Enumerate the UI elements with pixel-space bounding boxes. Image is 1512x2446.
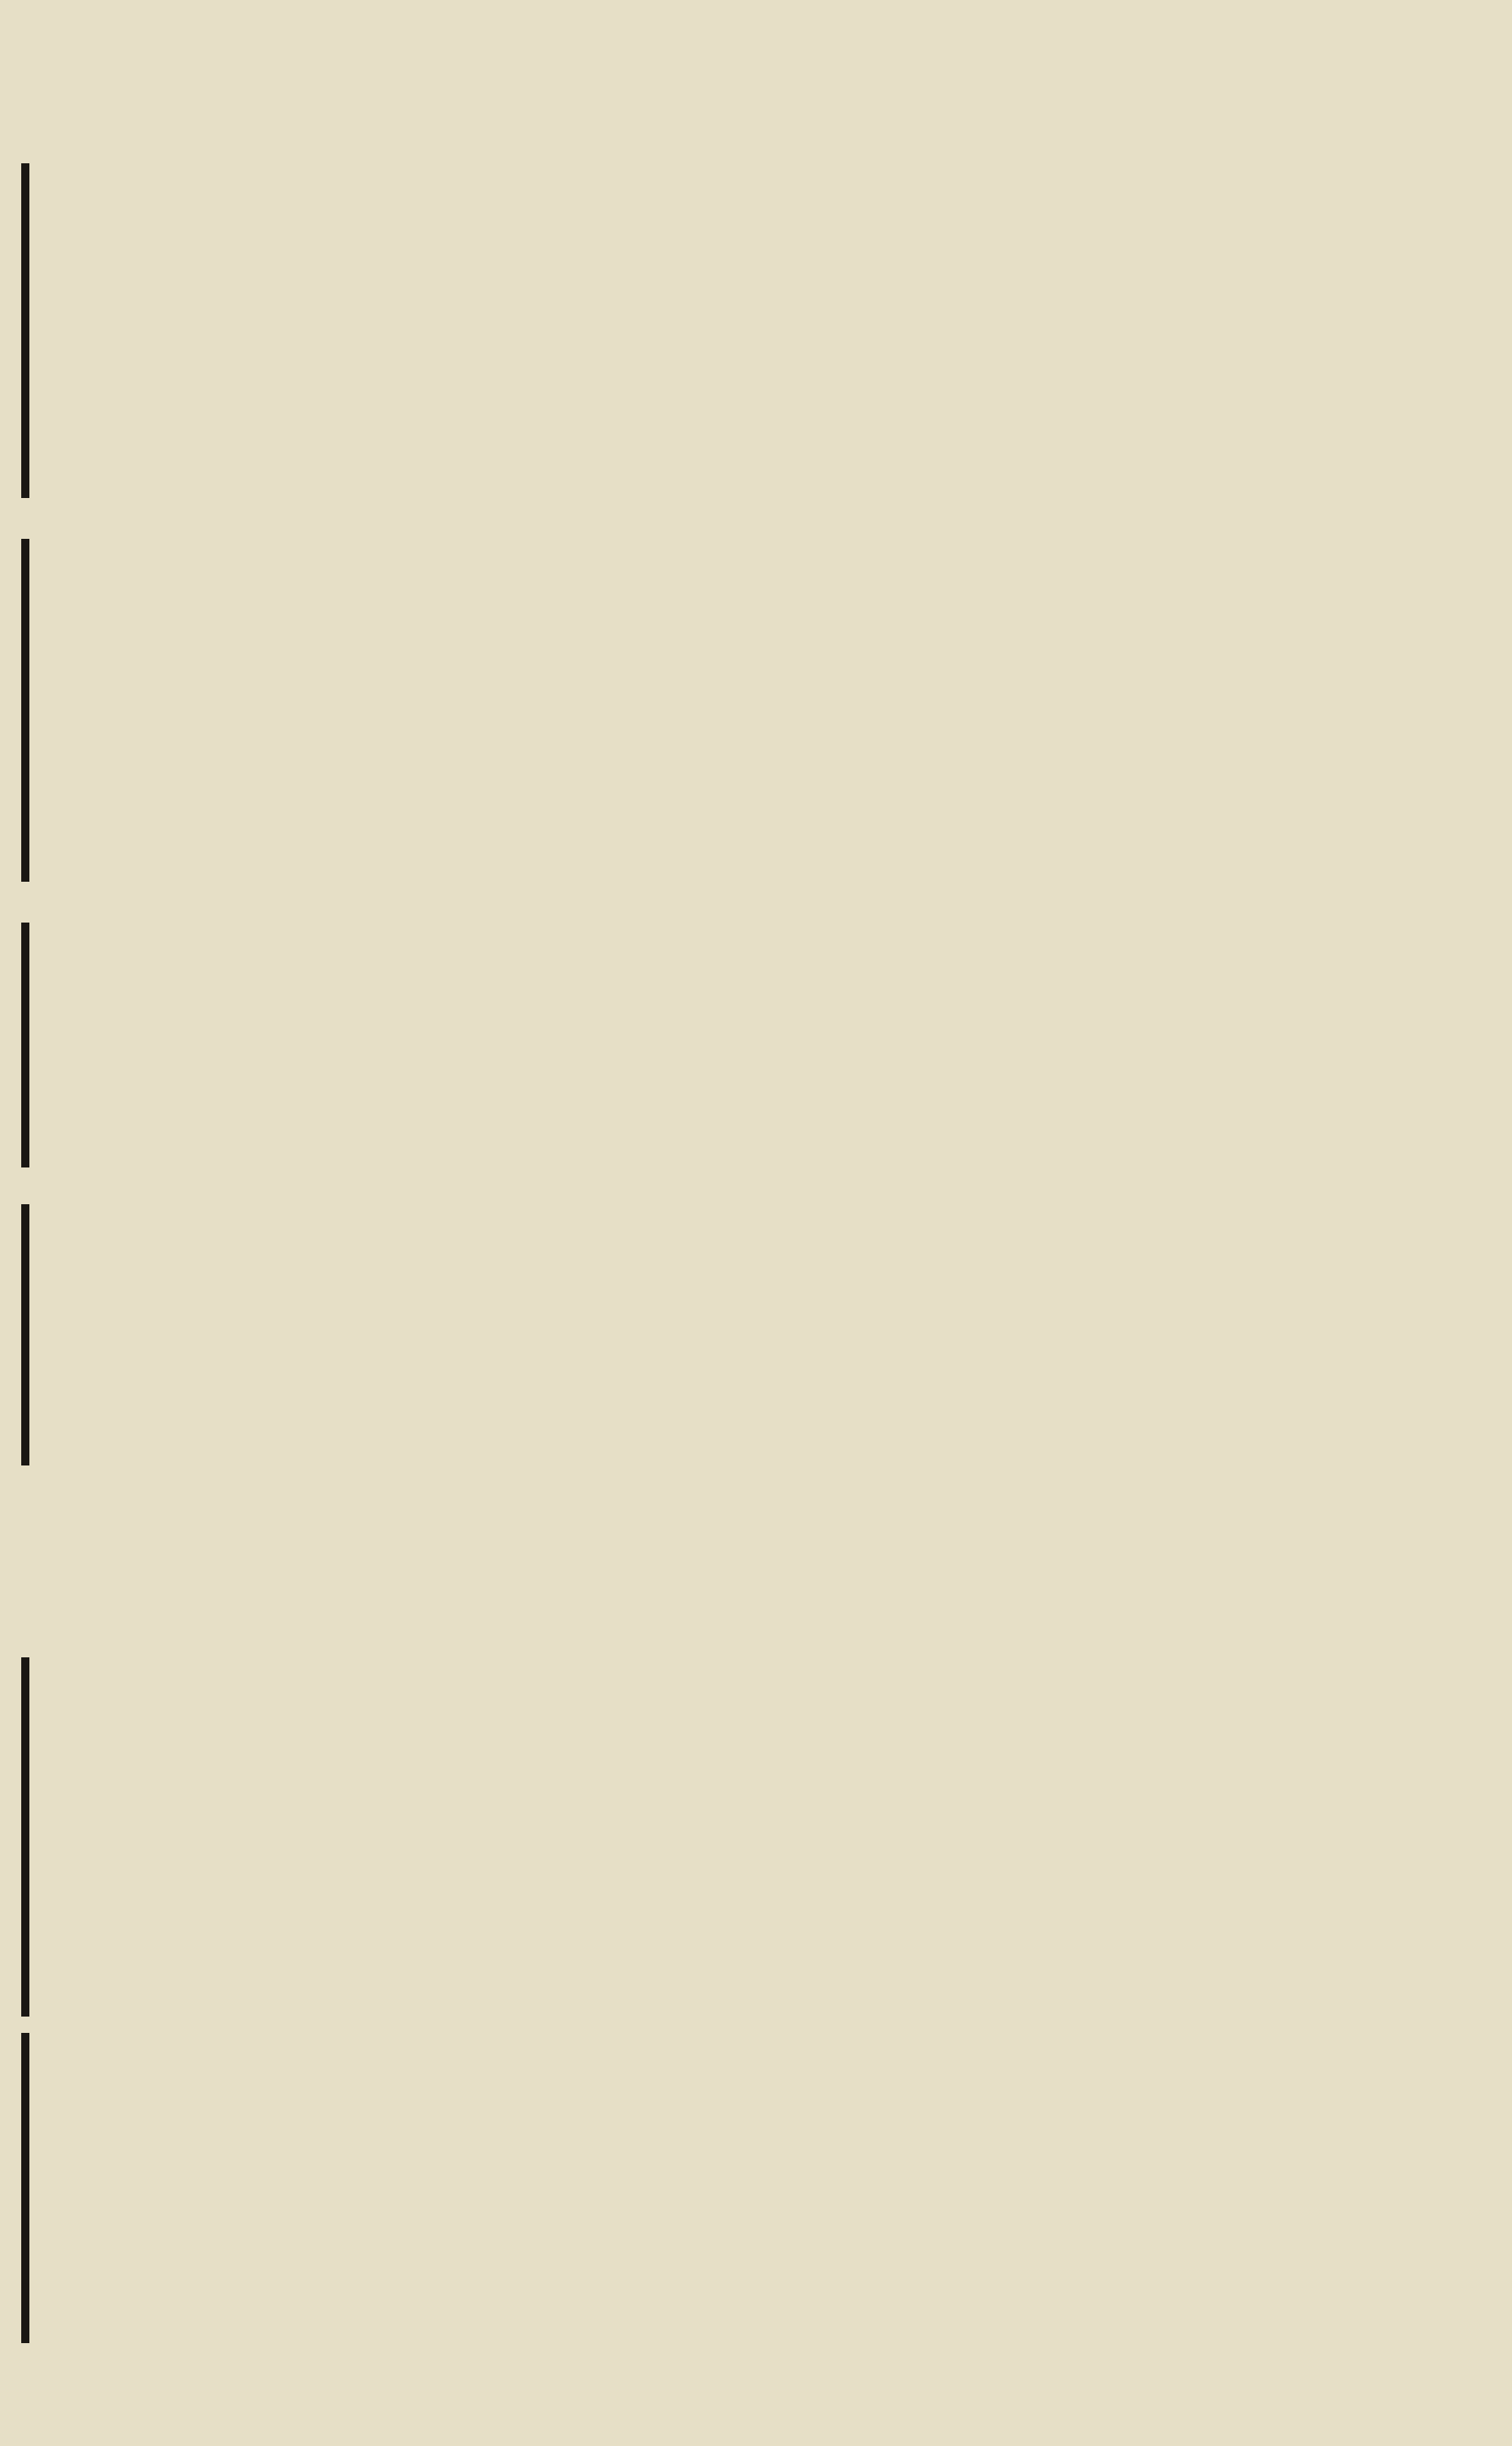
system-bracket [21, 1204, 29, 1465]
system-bracket [21, 2033, 29, 2343]
treble-staff [36, 2044, 1378, 2103]
system-bracket [21, 539, 29, 882]
system-bracket [21, 163, 29, 498]
music-system [21, 163, 1378, 498]
hymn-194-credits [0, 119, 1512, 152]
system-bracket [21, 923, 29, 1167]
system-bracket [21, 1657, 29, 2017]
music-system [21, 539, 1378, 882]
treble-staff [36, 1667, 1378, 1726]
bass-staff [36, 2253, 1378, 2312]
bass-staff [36, 425, 1378, 483]
music-system [21, 1204, 1378, 1465]
bass-staff [36, 808, 1378, 867]
hymn-195-credits [0, 1608, 1512, 1641]
treble-staff [36, 176, 1378, 235]
hymn-195-header [0, 1535, 1512, 1608]
music-system [21, 1657, 1378, 2017]
treble-staff [36, 1237, 1378, 1296]
hymn-194-header [0, 52, 1512, 126]
bass-staff [36, 1091, 1378, 1150]
bass-staff [36, 1902, 1378, 1961]
music-system [21, 923, 1378, 1167]
music-system [21, 2033, 1378, 2343]
bass-staff [36, 1384, 1378, 1443]
treble-staff [36, 555, 1378, 614]
treble-staff [36, 947, 1378, 1006]
